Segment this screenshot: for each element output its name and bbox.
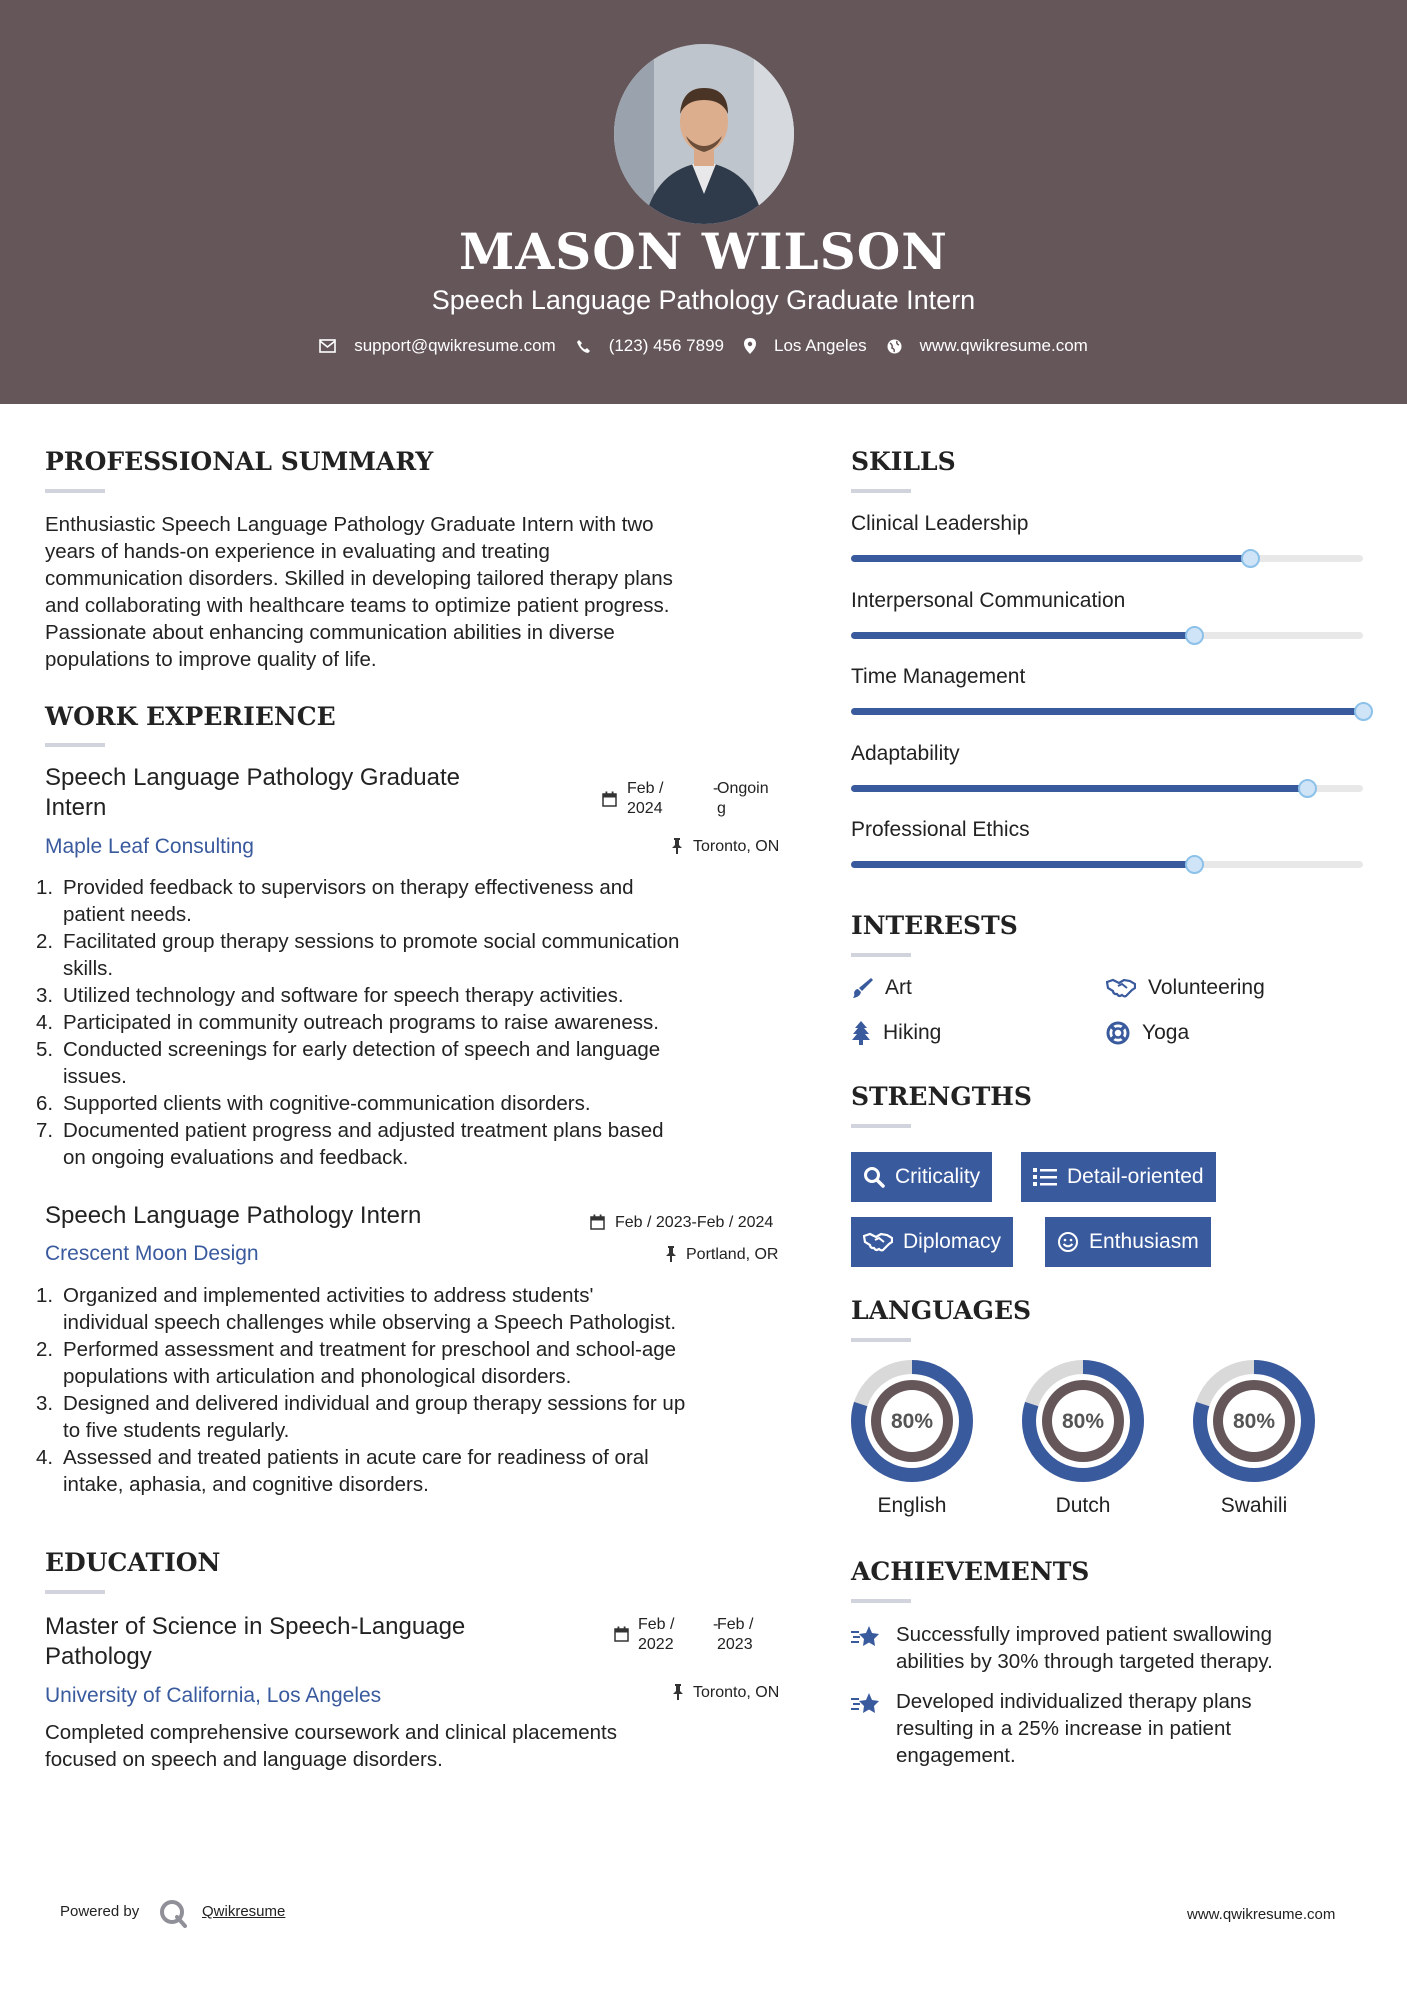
footer-url[interactable]: www.qwikresume.com <box>1187 1906 1336 1923</box>
education-underline <box>45 1590 105 1594</box>
footer-brand-link[interactable]: Qwikresume <box>202 1903 286 1920</box>
skills-underline <box>851 489 911 493</box>
language-donut <box>1022 1360 1144 1482</box>
job-location: Toronto, ON <box>693 838 780 855</box>
date-dash: - <box>713 1616 719 1633</box>
job-date-start: Feb / 2024 <box>627 780 664 817</box>
phone-icon <box>576 339 591 354</box>
skill-label: Adaptability <box>851 741 960 765</box>
donut-percent-label: 80% <box>1232 1410 1276 1433</box>
edu-date-start: Feb / 2022 <box>638 1616 675 1653</box>
school-name: University of California, Los Angeles <box>45 1684 382 1707</box>
handshake-icon <box>863 1232 893 1252</box>
footer-powered-by: Powered by <box>60 1903 140 1920</box>
job-bullets <box>36 1282 805 1498</box>
language-label: Swahili <box>1220 1494 1288 1517</box>
list-item: 1. Organized and implemented activities to address students' individual speech challenges while observing a Speech Pathologist. <box>36 1284 677 1334</box>
strengths-heading: STRENGTHS <box>851 1082 1032 1111</box>
calendar-icon <box>602 791 617 807</box>
job-location: Portland, OR <box>686 1246 779 1263</box>
education-heading: EDUCATION <box>45 1548 221 1577</box>
pushpin-icon <box>665 1246 677 1262</box>
list-item: 6. Supported clients with cognitive-communication disorders. <box>36 1092 591 1115</box>
contact-email[interactable] <box>319 336 556 356</box>
skill-bar-track <box>851 861 1363 868</box>
header <box>0 0 1407 404</box>
strength-badge-criticality: Criticality <box>851 1152 992 1202</box>
paintbrush-icon <box>851 977 873 999</box>
list-item: 7. Documented patient progress and adjusted treatment plans based on ongoing evaluations and feedback. <box>36 1119 664 1169</box>
skill-bar-fill <box>851 785 1307 792</box>
date-dash: - <box>713 780 719 797</box>
star-icon <box>851 1691 881 1717</box>
list-item: 2. Performed assessment and treatment for preschool and school-age populations with articulation and phonological disorders. <box>36 1338 677 1388</box>
envelope-icon <box>319 339 336 353</box>
skill-bar-knob <box>1354 702 1373 721</box>
skill-bar-track <box>851 632 1363 639</box>
calendar-icon <box>590 1214 605 1230</box>
email-text: support@qwikresume.com <box>354 336 556 355</box>
achievements-underline <box>851 1599 911 1603</box>
skill-bar-track <box>851 785 1363 792</box>
smile-icon <box>1057 1231 1079 1253</box>
list-item: 5. Conducted screenings for early detection of speech and language issues. <box>36 1038 661 1088</box>
interest-item-art: Art <box>851 976 912 1000</box>
contact-phone[interactable] <box>576 336 724 356</box>
language-label: English <box>877 1494 947 1517</box>
skill-bar-knob <box>1185 626 1204 645</box>
skill-label: Professional Ethics <box>851 818 1030 841</box>
company-name: Maple Leaf Consulting <box>45 835 254 858</box>
search-icon <box>863 1166 885 1188</box>
candidate-name: MASON WILSON <box>459 222 948 281</box>
job-title: Speech Language Pathology Intern <box>45 1202 422 1229</box>
achievements-heading: ACHIEVEMENTS <box>851 1557 1090 1586</box>
skill-bar-fill <box>851 708 1363 715</box>
phone-text: (123) 456 7899 <box>608 336 725 355</box>
donut-percent-label: 80% <box>1061 1410 1105 1433</box>
donut-percent-label: 80% <box>890 1410 934 1433</box>
lifebuoy-icon <box>1106 1021 1130 1045</box>
list-item: 1. Provided feedback to supervisors on therapy effectiveness and patient needs. <box>36 876 634 926</box>
strength-badge-detail-oriented: Detail-oriented <box>1021 1152 1216 1202</box>
achievement-item: Developed individualized therapy plans resulting in a 25% increase in patient engagement. <box>896 1690 1252 1767</box>
calendar-icon <box>614 1626 629 1642</box>
pushpin-icon <box>671 838 683 854</box>
contact-bar <box>0 336 1407 356</box>
list-item: 3. Designed and delivered individual and group therapy sessions for up to five students regularly. <box>36 1392 686 1442</box>
experience-heading: WORK EXPERIENCE <box>45 702 336 731</box>
company-name: Crescent Moon Design <box>45 1242 259 1265</box>
strength-badge-diplomacy: Diplomacy <box>851 1217 1013 1267</box>
interests-underline <box>851 953 911 957</box>
star-icon <box>851 1624 881 1650</box>
skill-bar-knob <box>1241 549 1260 568</box>
list-item: 3. Utilized technology and software for speech therapy activities. <box>36 984 624 1007</box>
edu-date-end: Feb / 2023 <box>717 1616 754 1653</box>
globe-icon <box>887 339 902 354</box>
skill-bar-knob <box>1185 855 1204 874</box>
candidate-title: Speech Language Pathology Graduate Intern <box>431 285 976 315</box>
job-bullets <box>36 874 805 1171</box>
achievement-item: Successfully improved patient swallowing abilities by 30% through targeted therapy. <box>896 1623 1273 1673</box>
strength-badge-enthusiasm: Enthusiasm <box>1045 1217 1211 1267</box>
skill-bar-track <box>851 555 1363 562</box>
skill-label: Clinical Leadership <box>851 512 1029 535</box>
list-icon <box>1033 1167 1057 1187</box>
skill-label: Time Management <box>851 665 1026 688</box>
skill-label: Interpersonal Communication <box>851 588 1126 612</box>
languages-underline <box>851 1338 911 1342</box>
contact-location <box>744 336 867 356</box>
skills-heading: SKILLS <box>851 447 956 476</box>
interest-item-hiking: Hiking <box>851 1021 941 1045</box>
list-item: 4. Assessed and treated patients in acute care for readiness of oral intake, aphasia, and cognitive disorders. <box>36 1446 649 1496</box>
skill-bar-knob <box>1298 779 1317 798</box>
map-pin-icon <box>744 338 756 354</box>
skill-bar-fill <box>851 632 1194 639</box>
language-donut <box>1193 1360 1315 1482</box>
skill-bar-fill <box>851 861 1194 868</box>
job-date: Feb / 2023-Feb / 2024 <box>615 1214 774 1231</box>
summary-text: Enthusiastic Speech Language Pathology Graduate Intern with two years of hands-on experience in evaluating and treating communication disorders. Skilled in developing tailored therapy plans and collaborating with healthcare teams to optimize patient progress. Passionate about enhancing communication abilities in diverse populations to improve quality of life. <box>45 513 673 671</box>
avatar <box>614 44 794 224</box>
skill-bar-track <box>851 708 1363 715</box>
edu-location: Toronto, ON <box>693 1684 780 1701</box>
interest-item-yoga: Yoga <box>1106 1021 1189 1045</box>
job-title: Speech Language Pathology Graduate Intern <box>45 764 460 821</box>
language-donut <box>851 1360 973 1482</box>
summary-heading: PROFESSIONAL SUMMARY <box>45 447 434 476</box>
job-date-end: Ongoin g <box>717 780 769 817</box>
languages-heading: LANGUAGES <box>851 1296 1032 1325</box>
summary-underline <box>45 489 105 493</box>
pushpin-icon <box>672 1684 684 1700</box>
qwikresume-logo-icon <box>158 1898 188 1928</box>
contact-website[interactable] <box>887 336 1088 356</box>
location-text: Los Angeles <box>774 336 867 355</box>
degree-title: Master of Science in Speech-Language Pathology <box>45 1613 466 1670</box>
tree-icon <box>851 1021 871 1045</box>
strengths-underline <box>851 1124 911 1128</box>
website-text: www.qwikresume.com <box>919 336 1088 355</box>
list-item: 4. Participated in community outreach programs to raise awareness. <box>36 1011 659 1034</box>
interest-item-volunteering: Volunteering <box>1106 976 1265 1000</box>
list-item: 2. Facilitated group therapy sessions to promote social communication skills. <box>36 930 680 980</box>
skill-bar-fill <box>851 555 1250 562</box>
handshake-icon <box>1106 978 1136 998</box>
language-label: Dutch <box>1055 1494 1111 1517</box>
experience-underline <box>45 743 105 747</box>
edu-description: Completed comprehensive coursework and clinical placements focused on speech and language disorders. <box>45 1721 617 1771</box>
interests-heading: INTERESTS <box>851 911 1018 940</box>
